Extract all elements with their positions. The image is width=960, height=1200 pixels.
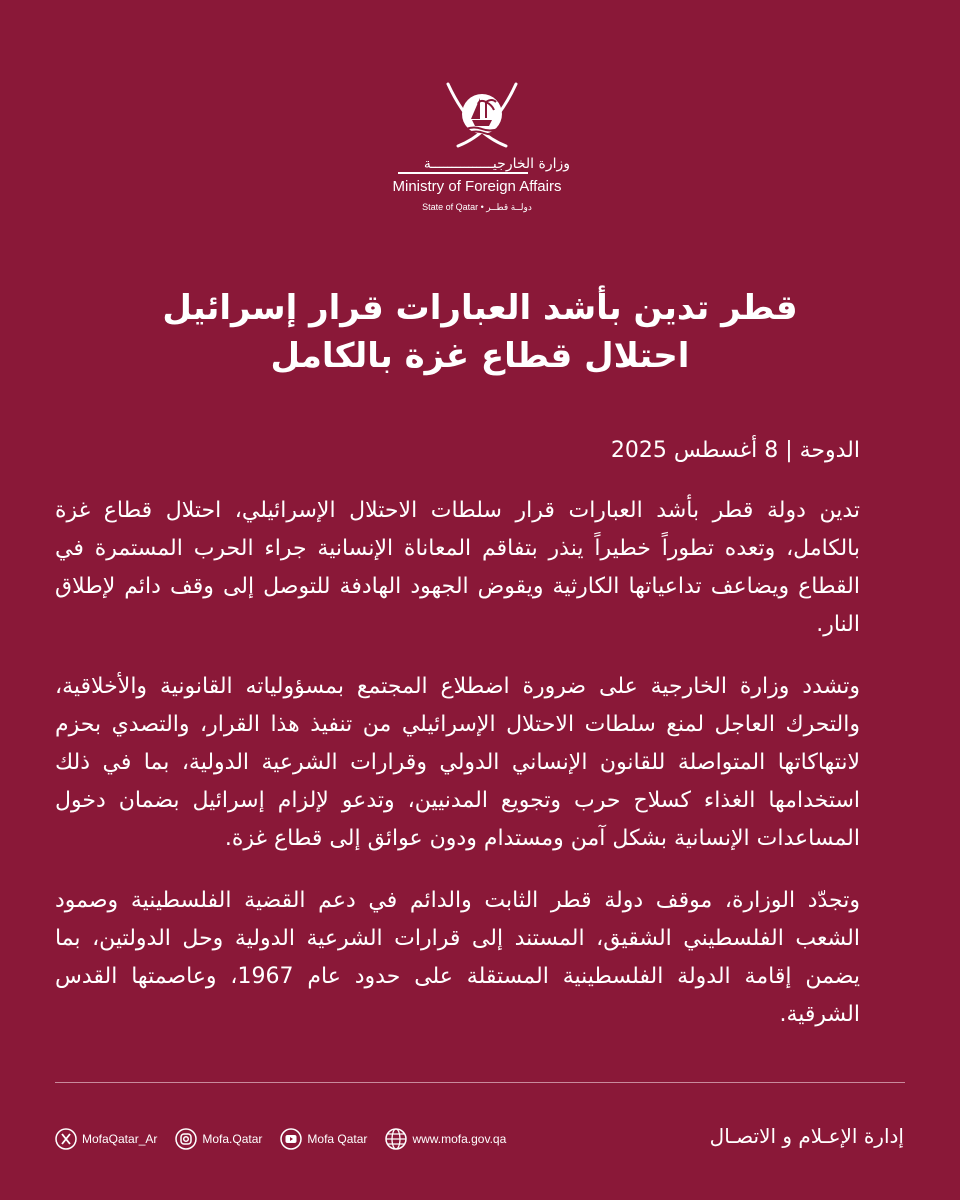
state-of-qatar: State of Qatar • دولــة قطــر [422,202,532,212]
ministry-name-en: Ministry of Foreign Affairs [392,178,562,195]
title-line-2: احتلال قطاع غزة بالكامل [270,336,690,376]
social-instagram-label: Mofa.Qatar [202,1132,263,1146]
title-line-1: قطر تدين بأشد العبارات قرار إسرائيل [162,288,798,328]
website-link[interactable] [385,1128,506,1150]
social-instagram[interactable] [175,1128,262,1150]
social-youtube-label: Mofa Qatar [307,1132,368,1146]
globe-icon [385,1128,407,1150]
department-name: إدارة الإعـلام و الاتصـال [709,1124,904,1148]
social-youtube[interactable] [280,1128,367,1150]
instagram-icon [175,1128,197,1150]
paragraph-1: تدين دولة قطر بأشد العبارات قرار سلطات الاحتلال الإسرائيلي، احتلال قطاع غزة بالكامل، وتعده تطوراً خطيراً ينذر بتفاقم المعاناة الإنسانية جراء الحرب المستمرة في القطاع ويضاعف تداعياتها الكارثية ويقوض الجهود الهادفة للتوصل إلى وقف دائم لإطلاق النار. [55,498,860,637]
social-x-label: MofaQatar_Ar [82,1132,158,1146]
ministry-underline [398,172,528,174]
qatar-emblem-icon [440,72,524,152]
x-icon [55,1128,77,1150]
ministry-name-ar: وزارة الخارجيـــــــــــــــة [423,156,570,172]
website-label: www.mofa.gov.qa [412,1132,507,1146]
social-x[interactable] [55,1128,157,1150]
youtube-icon [280,1128,302,1150]
paragraph-3: وتجدّد الوزارة، موقف دولة قطر الثابت والدائم في دعم القضية الفلسطينية وصمود الشعب الفلسطيني الشقيق، المستند إلى قرارات الشرعية الدولية وحل الدولتين، بما يضمن إقامة الدولة الفلسطينية المستقلة على حدود عام 1967، وعاصمتها القدس الشرقية. [55,888,860,1027]
footer-divider [55,1082,905,1083]
page-title [60,284,900,380]
statement-body [55,432,860,1058]
social-links [55,1126,524,1152]
paragraph-2: وتشدد وزارة الخارجية على ضرورة اضطلاع المجتمع بمسؤولياته القانونية والأخلاقية، والتحرك العاجل لمنع سلطات الاحتلال الإسرائيلي من تنفيذ هذا القرار، والتصدي بحزم لانتهاكاتها المتواصلة للقانون الإنساني الدولي وقرارات الشرعية الدولية، بما في ذلك استخدامها الغذاء كسلاح حرب وتجويع المدنيين، وتدعو لإلزام إسرائيل بضمان دخول المساعدات الإنسانية بشكل آمن ومستدام ودون عوائق إلى قطاع غزة. [55,674,860,851]
dateline: الدوحة | 8 أغسطس 2025 [610,438,860,463]
